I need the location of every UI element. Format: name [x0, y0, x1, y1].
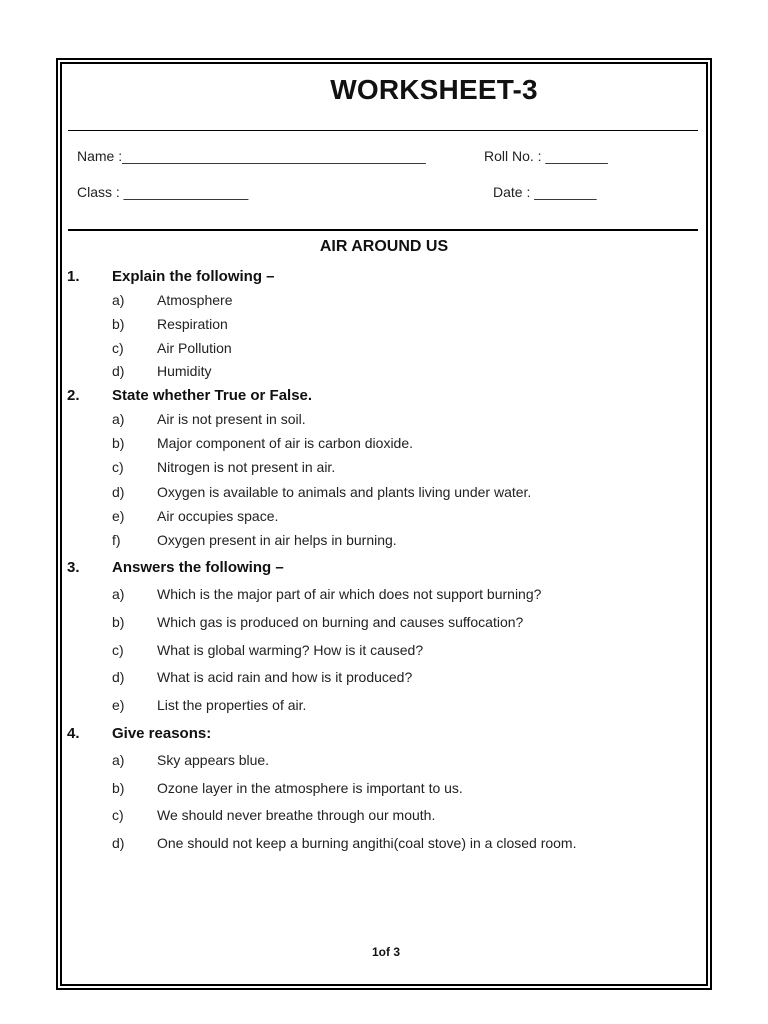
question-text: Answers the following – [112, 559, 284, 576]
item-text: Oxygen present in air helps in burning. [157, 532, 397, 548]
item-text: List the properties of air. [157, 697, 307, 713]
question-number: 2. [67, 387, 80, 404]
item-label: d) [112, 363, 125, 379]
item-label: a) [112, 752, 125, 768]
item-text: Nitrogen is not present in air. [157, 459, 336, 475]
worksheet-subtitle: AIR AROUND US [319, 238, 449, 255]
item-text: We should never breathe through our mouth. [157, 807, 436, 823]
item-text: What is acid rain and how is it produced? [157, 669, 413, 685]
question-number: 3. [67, 559, 80, 576]
item-label: a) [112, 586, 125, 602]
item-text: What is global warming? How is it caused? [157, 642, 424, 658]
item-label: e) [112, 508, 125, 524]
item-text: Ozone layer in the atmosphere is important to us. [157, 780, 463, 796]
question-text: State whether True or False. [112, 387, 313, 404]
item-label: c) [112, 642, 124, 658]
item-label: a) [112, 411, 125, 427]
item-label: b) [112, 780, 125, 796]
item-text: Air is not present in soil. [157, 411, 306, 427]
question-number: 1. [67, 268, 80, 285]
item-text: Sky appears blue. [157, 752, 270, 768]
item-label: a) [112, 292, 125, 308]
item-text: Respiration [157, 316, 228, 332]
item-label: b) [112, 316, 125, 332]
name-field[interactable]: Name :_______________________________________ [77, 148, 426, 164]
item-text: Which gas is produced on burning and causes suffocation? [157, 614, 524, 630]
question-number: 4. [67, 725, 80, 742]
item-label: d) [112, 484, 125, 500]
title-divider [68, 130, 698, 131]
item-label: c) [112, 807, 124, 823]
item-label: b) [112, 614, 125, 630]
item-text: Major component of air is carbon dioxide. [157, 435, 414, 451]
item-text: Air occupies space. [157, 508, 279, 524]
question-text: Explain the following – [112, 268, 275, 285]
page-number: 1of 3 [371, 945, 400, 959]
item-label: d) [112, 669, 125, 685]
item-text: Air Pollution [157, 340, 232, 356]
item-label: c) [112, 459, 124, 475]
item-label: f) [112, 532, 121, 548]
item-text: Which is the major part of air which does not support burning? [157, 586, 542, 602]
item-text: Atmosphere [157, 292, 233, 308]
item-text: Humidity [157, 363, 212, 379]
date-field[interactable]: Date : ________ [493, 184, 597, 200]
header-divider [68, 229, 698, 231]
item-label: c) [112, 340, 124, 356]
item-label: e) [112, 697, 125, 713]
item-label: d) [112, 835, 125, 851]
worksheet-title: WORKSHEET-3 [330, 74, 538, 105]
roll-number-field[interactable]: Roll No. : ________ [484, 148, 608, 164]
item-text: One should not keep a burning angithi(coal stove) in a closed room. [157, 835, 577, 851]
question-text: Give reasons: [112, 725, 212, 742]
item-text: Oxygen is available to animals and plants living under water. [157, 484, 532, 500]
class-field[interactable]: Class : ________________ [77, 184, 249, 200]
item-label: b) [112, 435, 125, 451]
